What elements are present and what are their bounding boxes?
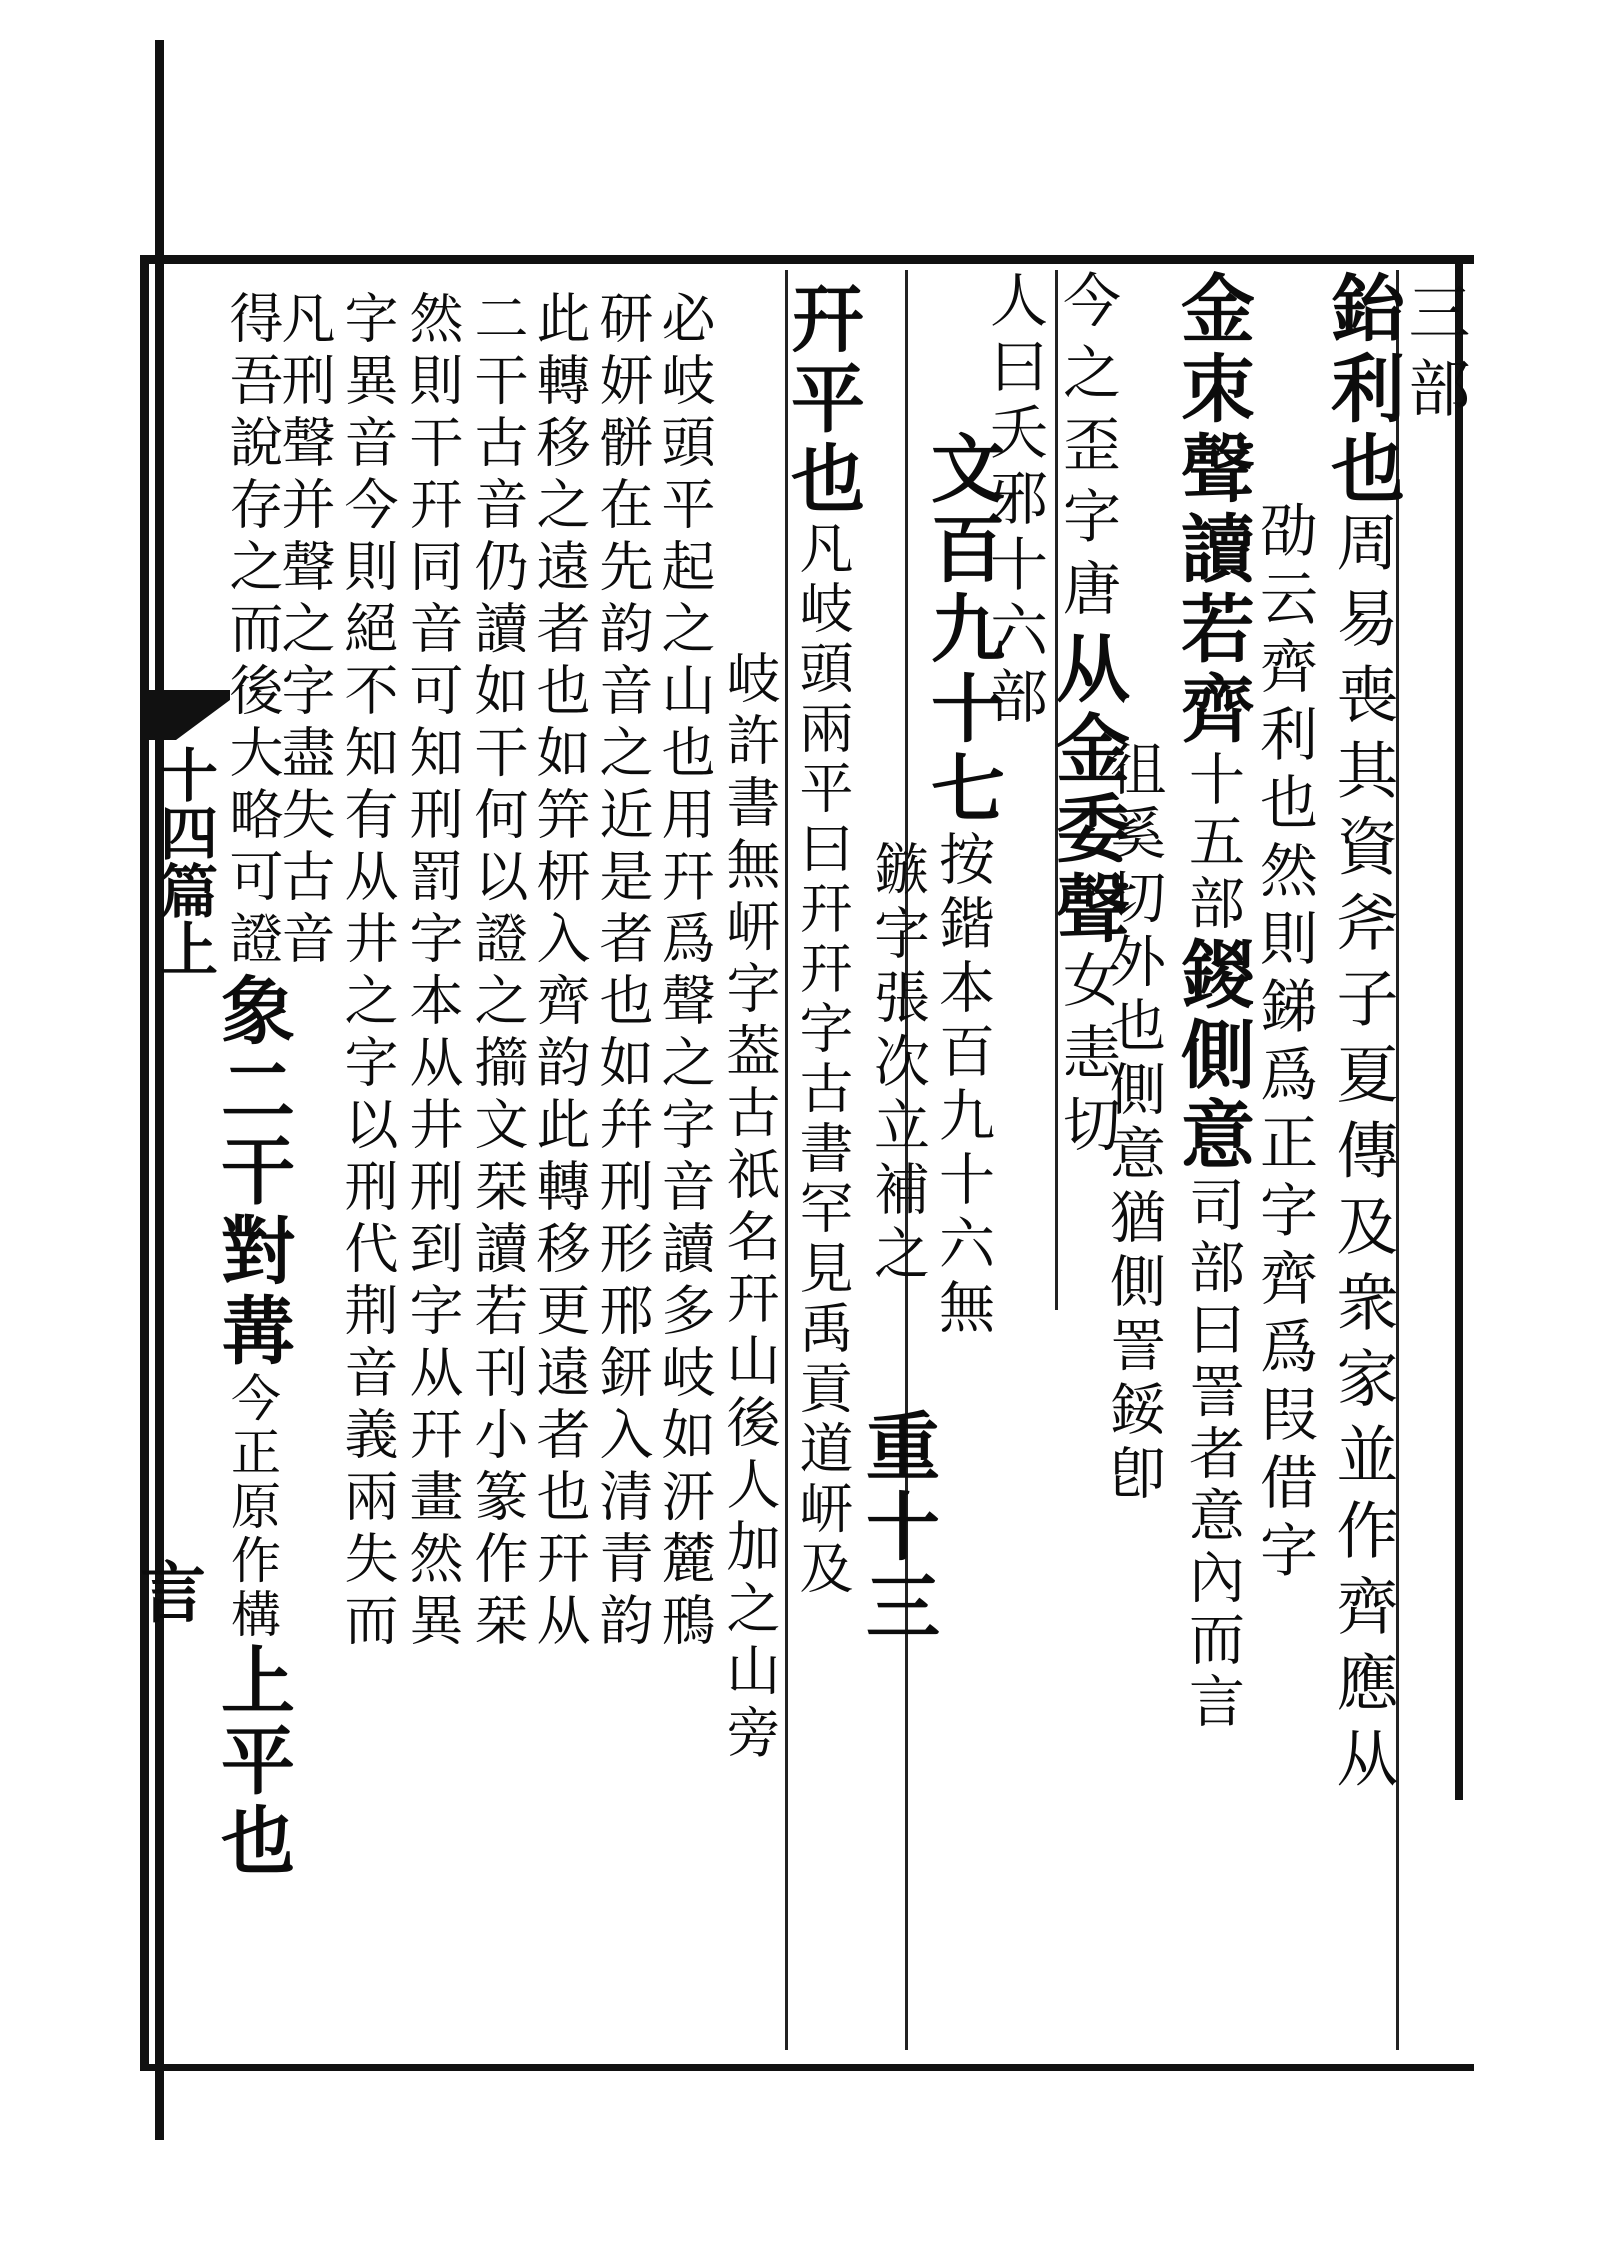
text-column-9: 鏃字張次立補之重十三 (854, 840, 940, 1648)
text-column-3: 劭云齊利也然則銻爲正字齊爲叚借字 (1250, 500, 1318, 1588)
text-column-1: 三部 (1398, 280, 1471, 432)
text-column-13: 研妍骿在先韵音之近是者也如幷刑形邢鈃入清青韵 (591, 290, 654, 1654)
text-column-16: 然則干幵同音可知刑罰字本从井刑到字从幵畫然異 (401, 290, 464, 1654)
text-column-6: 今之歪字唐从金委聲女恚切 (1044, 270, 1130, 1166)
page-frame-right (1455, 255, 1463, 1800)
text-column-8: 文百九十七按鍇本百九十六無 (919, 430, 1005, 1342)
text-column-4: 金朿聲讀若齊十五部鍐側意司部曰詈者意內而言 (1169, 270, 1255, 1734)
page-number: 言 (140, 1554, 206, 1632)
text-column-10: 幵平也凡岐頭兩平曰幵幵字古書罕見禹貢道岍及 (779, 280, 865, 1600)
text-column-7: 人曰夭邪十六部 (980, 270, 1048, 732)
text-column-17: 字異音今則絕不知有从井之字以刑代荆音義兩失而 (336, 290, 399, 1654)
chapter-label: 十四篇上 (150, 745, 218, 977)
text-column-5: 徂奚切外也側意猶側詈鋖卽 (1101, 740, 1166, 1508)
text-column-11: 岐許書無岍字葢古祇名幵山後人加之山旁 (718, 650, 781, 1766)
text-column-2: 鈶利也周易喪其資斧子夏傳及衆家並作齊應从 (1319, 270, 1405, 1802)
text-column-19: 得吾說存之而後大略可證象二干對冓今正原作構上平也 (209, 290, 295, 1882)
text-column-12: 必岐頭平起之山也用幵爲聲之字音讀多岐如汧麓鳽 (653, 290, 716, 1654)
text-column-18: 凡刑聲并聲之字盡失古音 (273, 290, 336, 972)
text-column-14: 此轉移之遠者也如笄枅入齊韵此轉移更遠者也幵从 (528, 290, 591, 1654)
text-column-15: 二干古音仍讀如干何以證之擶文栞讀若刊小篆作栞 (466, 290, 529, 1654)
